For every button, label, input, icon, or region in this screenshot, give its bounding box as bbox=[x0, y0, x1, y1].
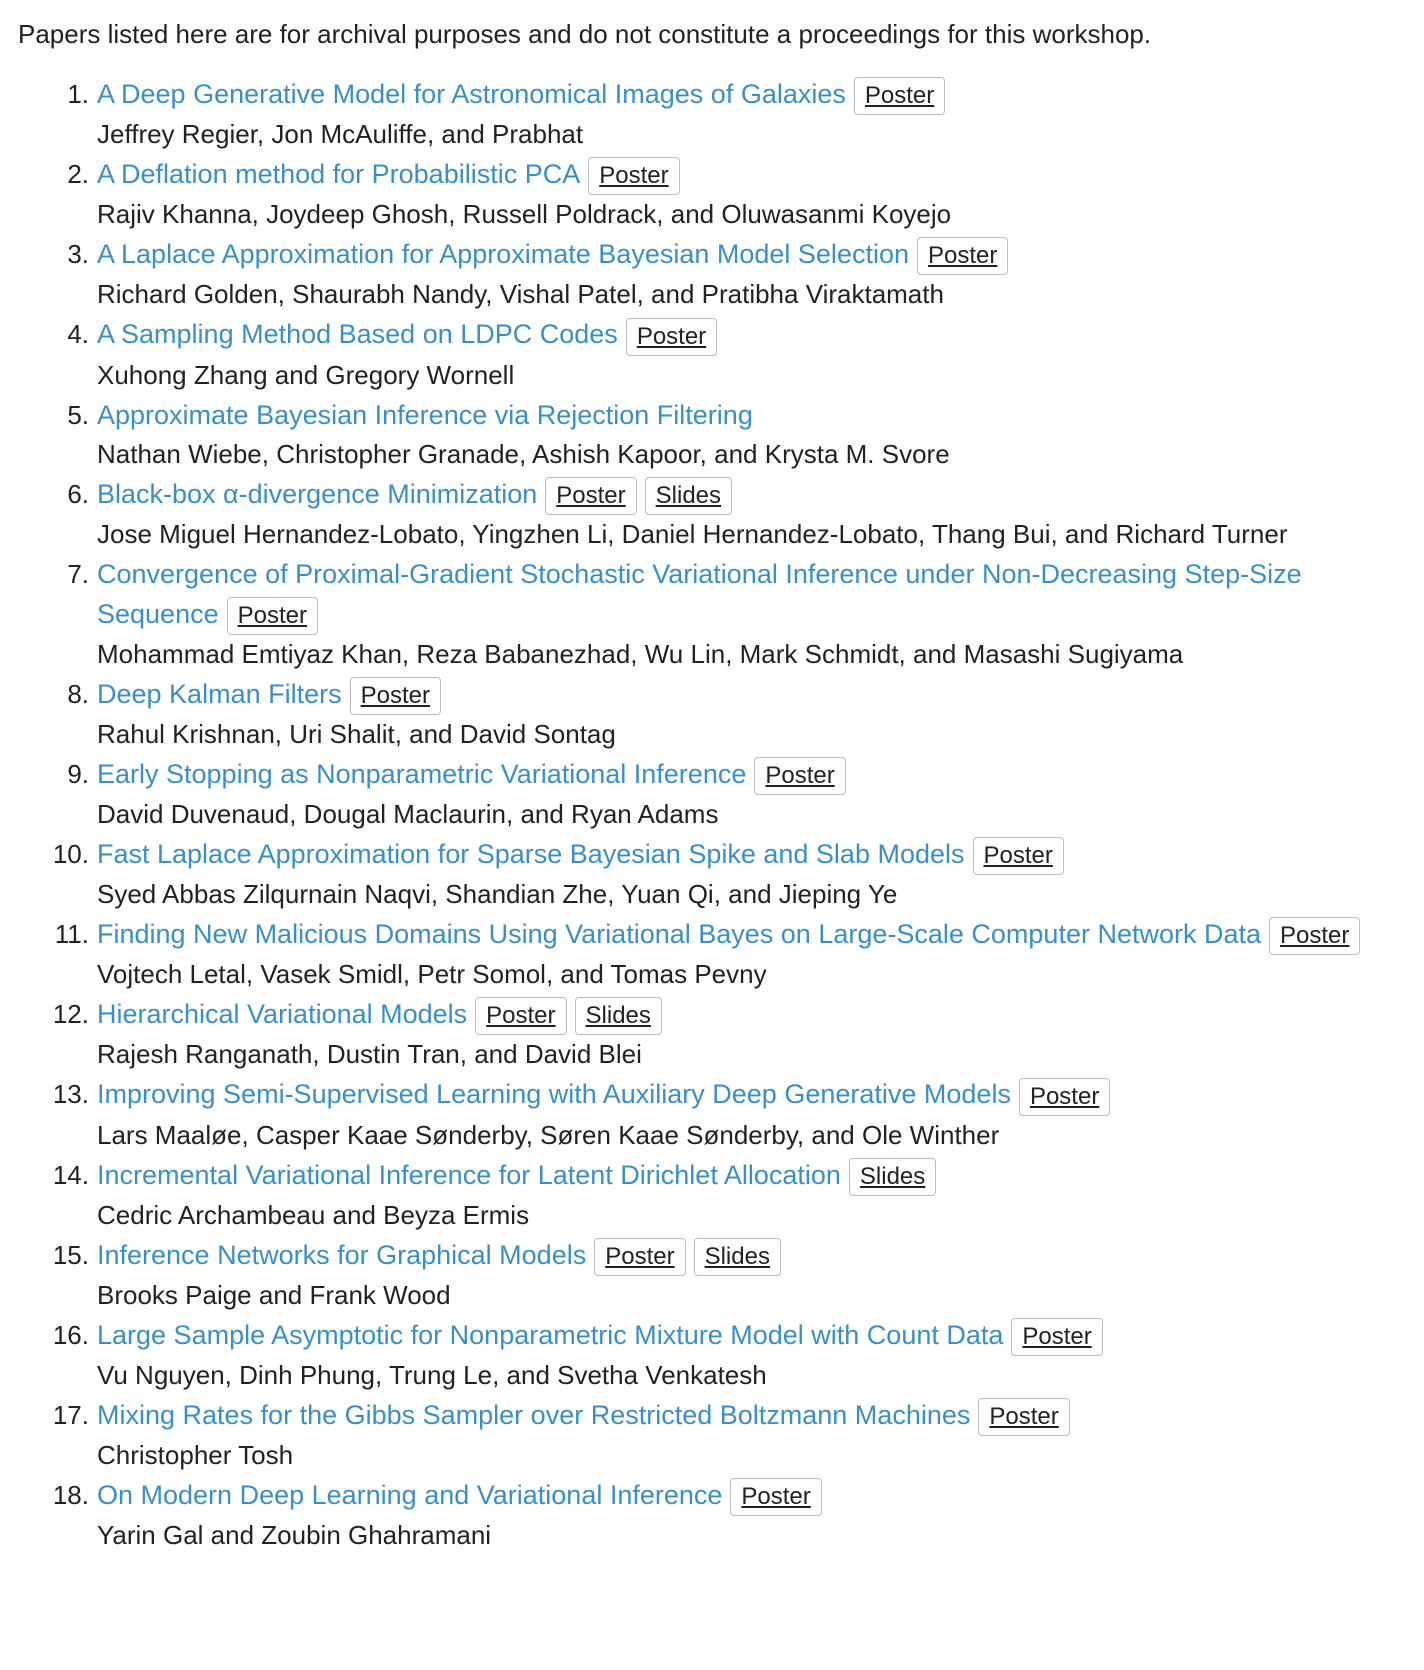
paper-item bbox=[52, 1315, 1406, 1395]
paper-item bbox=[67, 554, 1406, 674]
paper-authors: Brooks Paige and Frank Wood bbox=[97, 1279, 451, 1310]
poster-button[interactable]: Poster bbox=[227, 597, 318, 635]
paper-authors: Cedric Archambeau and Beyza Ermis bbox=[97, 1199, 530, 1230]
paper-authors: Syed Abbas Zilqurnain Naqvi, Shandian Zhe, Yuan Qi, and Jieping Ye bbox=[97, 879, 898, 910]
paper-title-link[interactable]: Convergence of Proximal-Gradient Stochastic Variational Inference under Non-Decreasing Step-Size Sequence bbox=[97, 558, 1302, 629]
poster-button[interactable]: Poster bbox=[854, 77, 945, 115]
poster-button[interactable]: Poster bbox=[475, 997, 566, 1035]
paper-title-link[interactable]: A Deep Generative Model for Astronomical Images of Galaxies bbox=[97, 79, 846, 109]
poster-button[interactable]: Poster bbox=[1019, 1078, 1110, 1116]
paper-title-line bbox=[97, 1155, 1406, 1196]
paper-title-line bbox=[97, 674, 1406, 715]
paper-title-link[interactable]: Mixing Rates for the Gibbs Sampler over Restricted Boltzmann Machines bbox=[97, 1399, 971, 1430]
paper-item bbox=[52, 1235, 1406, 1315]
paper-number: 13. bbox=[52, 1079, 89, 1110]
poster-button[interactable]: Poster bbox=[754, 757, 845, 795]
paper-title-link[interactable]: A Sampling Method Based on LDPC Codes bbox=[97, 319, 618, 350]
paper-title-line bbox=[97, 1315, 1406, 1356]
paper-authors: Yarin Gal and Zoubin Ghahramani bbox=[97, 1520, 492, 1551]
paper-title-link[interactable]: Finding New Malicious Domains Using Variational Bayes on Large-Scale Computer Network Data bbox=[97, 919, 1262, 950]
paper-item bbox=[52, 1074, 1406, 1154]
paper-authors: Rajiv Khanna, Joydeep Ghosh, Russell Poldrack, and Oluwasanmi Koyejo bbox=[97, 199, 952, 230]
paper-title-link[interactable]: Black-box α-divergence Minimization bbox=[97, 478, 538, 509]
paper-title-line bbox=[97, 754, 1406, 795]
paper-title-line bbox=[97, 74, 1406, 115]
paper-title-link[interactable]: A Deflation method for Probabilistic PCA bbox=[97, 159, 581, 190]
paper-number: 7. bbox=[67, 558, 89, 589]
paper-item bbox=[52, 994, 1406, 1074]
paper-title-line bbox=[97, 314, 1406, 355]
paper-item bbox=[67, 234, 1406, 314]
paper-number: 14. bbox=[52, 1159, 89, 1190]
paper-item bbox=[67, 395, 1406, 474]
poster-button[interactable]: Poster bbox=[917, 237, 1008, 275]
paper-authors: Jose Miguel Hernandez-Lobato, Yingzhen Li, Daniel Hernandez-Lobato, Thang Bui, and Richard Turner bbox=[97, 518, 1288, 549]
poster-button[interactable]: Poster bbox=[730, 1478, 821, 1516]
paper-authors: Lars Maaløe, Casper Kaae Sønderby, Søren Kaae Sønderby, and Ole Winther bbox=[97, 1119, 1000, 1150]
slides-button[interactable]: Slides bbox=[694, 1238, 781, 1276]
paper-authors: Vu Nguyen, Dinh Phung, Trung Le, and Svetha Venkatesh bbox=[97, 1359, 767, 1390]
paper-title-link[interactable]: Large Sample Asymptotic for Nonparametric Mixture Model with Count Data bbox=[97, 1319, 1004, 1350]
poster-button[interactable]: Poster bbox=[588, 157, 679, 195]
paper-authors: Christopher Tosh bbox=[97, 1440, 294, 1470]
poster-button[interactable]: Poster bbox=[978, 1398, 1069, 1436]
paper-authors: David Duvenaud, Dougal Maclaurin, and Ryan Adams bbox=[97, 799, 719, 829]
paper-item bbox=[67, 754, 1406, 834]
paper-title-line bbox=[97, 994, 1406, 1035]
poster-button[interactable]: Poster bbox=[545, 477, 636, 515]
paper-item bbox=[52, 1155, 1406, 1235]
paper-item bbox=[67, 154, 1406, 234]
paper-number: 11. bbox=[54, 919, 89, 950]
paper-title-link[interactable]: Improving Semi-Supervised Learning with Auxiliary Deep Generative Models bbox=[97, 1079, 1011, 1110]
paper-item bbox=[67, 314, 1406, 394]
intro-text: Papers listed here are for archival purposes and do not constitute a proceedings for this workshop. bbox=[18, 19, 1152, 49]
paper-number: 15. bbox=[52, 1239, 89, 1270]
paper-title-line bbox=[97, 1475, 1406, 1516]
paper-item bbox=[67, 474, 1406, 554]
paper-authors: Nathan Wiebe, Christopher Granade, Ashish Kapoor, and Krysta M. Svore bbox=[97, 438, 950, 469]
paper-authors: Vojtech Letal, Vasek Smidl, Petr Somol, and Tomas Pevny bbox=[97, 959, 767, 990]
slides-button[interactable]: Slides bbox=[575, 997, 662, 1035]
paper-number: 17. bbox=[52, 1399, 89, 1430]
paper-title-link[interactable]: Early Stopping as Nonparametric Variational Inference bbox=[97, 758, 747, 789]
paper-title-line bbox=[97, 1395, 1406, 1436]
paper-title-link[interactable]: Approximate Bayesian Inference via Rejection Filtering bbox=[97, 399, 753, 430]
paper-title-link[interactable]: On Modern Deep Learning and Variational Inference bbox=[97, 1480, 723, 1510]
paper-number: 6. bbox=[67, 478, 89, 509]
paper-title-line bbox=[97, 474, 1406, 515]
paper-title-line bbox=[97, 234, 1406, 275]
paper-title-line bbox=[97, 914, 1406, 955]
paper-title-line bbox=[97, 554, 1406, 635]
slides-button[interactable]: Slides bbox=[645, 477, 732, 515]
paper-number: 9. bbox=[67, 758, 89, 789]
paper-title-link[interactable]: A Laplace Approximation for Approximate Bayesian Model Selection bbox=[97, 239, 909, 270]
paper-title-link[interactable]: Inference Networks for Graphical Models bbox=[97, 1239, 587, 1270]
paper-number: 4. bbox=[67, 319, 89, 350]
paper-authors: Xuhong Zhang and Gregory Wornell bbox=[97, 359, 515, 390]
paper-title-line bbox=[97, 395, 1406, 435]
poster-button[interactable]: Poster bbox=[594, 1238, 685, 1276]
paper-title-link[interactable]: Hierarchical Variational Models bbox=[97, 999, 468, 1030]
paper-title-line bbox=[97, 834, 1406, 875]
paper-number: 10. bbox=[52, 839, 89, 869]
paper-number: 3. bbox=[67, 239, 89, 270]
poster-button[interactable]: Poster bbox=[1269, 917, 1360, 955]
paper-title-link[interactable]: Deep Kalman Filters bbox=[97, 678, 342, 709]
paper-item bbox=[54, 914, 1406, 994]
paper-item bbox=[52, 834, 1406, 914]
paper-number: 16. bbox=[52, 1319, 89, 1350]
poster-button[interactable]: Poster bbox=[1011, 1318, 1102, 1356]
paper-title-link[interactable]: Incremental Variational Inference for Latent Dirichlet Allocation bbox=[97, 1159, 841, 1190]
paper-number: 5. bbox=[67, 399, 89, 430]
paper-authors: Richard Golden, Shaurabh Nandy, Vishal Patel, and Pratibha Viraktamath bbox=[97, 279, 944, 310]
paper-number: 12. bbox=[52, 999, 89, 1030]
paper-number: 8. bbox=[67, 678, 89, 709]
paper-list bbox=[18, 74, 1406, 1555]
paper-authors: Mohammad Emtiyaz Khan, Reza Babanezhad, Wu Lin, Mark Schmidt, and Masashi Sugiyama bbox=[97, 638, 1184, 669]
slides-button[interactable]: Slides bbox=[849, 1158, 936, 1196]
paper-title-line bbox=[97, 1235, 1406, 1276]
paper-authors: Jeffrey Regier, Jon McAuliffe, and Prabhat bbox=[97, 119, 584, 150]
paper-item bbox=[67, 674, 1406, 754]
poster-button[interactable]: Poster bbox=[626, 318, 717, 356]
paper-number: 18. bbox=[52, 1480, 89, 1510]
paper-item bbox=[52, 1475, 1406, 1555]
paper-authors: Rahul Krishnan, Uri Shalit, and David Sontag bbox=[97, 718, 616, 749]
paper-title-line bbox=[97, 154, 1406, 195]
paper-title-line bbox=[97, 1074, 1406, 1115]
poster-button[interactable]: Poster bbox=[350, 677, 441, 715]
paper-item bbox=[52, 1395, 1406, 1475]
poster-button[interactable]: Poster bbox=[973, 837, 1064, 875]
paper-item bbox=[67, 74, 1406, 154]
paper-authors: Rajesh Ranganath, Dustin Tran, and David Blei bbox=[97, 1039, 642, 1070]
paper-number: 2. bbox=[67, 159, 89, 190]
paper-number: 1. bbox=[67, 79, 89, 109]
paper-title-link[interactable]: Fast Laplace Approximation for Sparse Bayesian Spike and Slab Models bbox=[97, 839, 965, 869]
